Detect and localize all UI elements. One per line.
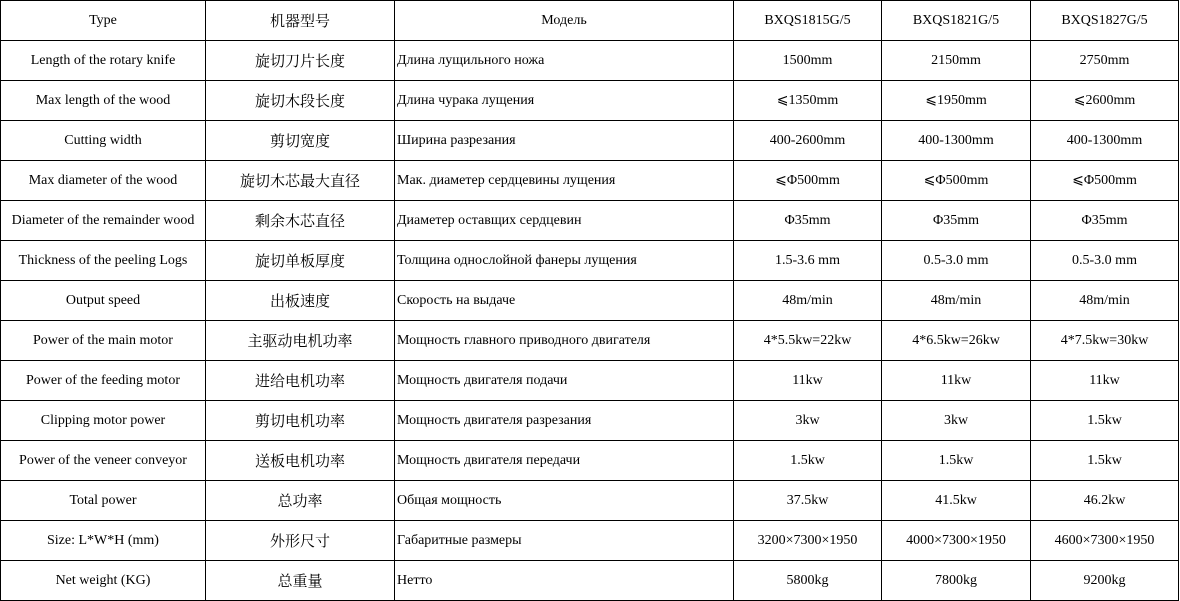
- table-row: [1, 161, 1179, 201]
- param-name-ru: Мощность главного приводного двигателя: [395, 321, 734, 361]
- value-model-3: 46.2kw: [1031, 481, 1179, 521]
- param-name-zh: 出板速度: [206, 281, 395, 321]
- table-row: [1, 321, 1179, 361]
- value-model-1: 5800kg: [734, 561, 882, 601]
- value-model-3: 2750mm: [1031, 41, 1179, 81]
- param-name-ru: Нетто: [395, 561, 734, 601]
- table-row: [1, 521, 1179, 561]
- spec-body: [1, 41, 1179, 601]
- value-model-1: 4*5.5kw=22kw: [734, 321, 882, 361]
- value-model-3: ⩽Φ500mm: [1031, 161, 1179, 201]
- param-name-zh: 旋切单板厚度: [206, 241, 395, 281]
- value-model-2: 1.5kw: [882, 441, 1031, 481]
- value-model-3: 0.5-3.0 mm: [1031, 241, 1179, 281]
- value-model-2: 48m/min: [882, 281, 1031, 321]
- param-name-zh: 剩余木芯直径: [206, 201, 395, 241]
- param-name-ru: Длина лущильного ножа: [395, 41, 734, 81]
- table-row: [1, 561, 1179, 601]
- table-row: [1, 361, 1179, 401]
- value-model-2: 0.5-3.0 mm: [882, 241, 1031, 281]
- value-model-1: 3200×7300×1950: [734, 521, 882, 561]
- param-name-en: Max diameter of the wood: [1, 161, 206, 201]
- value-model-1: Φ35mm: [734, 201, 882, 241]
- value-model-1: 37.5kw: [734, 481, 882, 521]
- value-model-2: 3kw: [882, 401, 1031, 441]
- header-model-3: BXQS1827G/5: [1031, 1, 1179, 41]
- value-model-2: 11kw: [882, 361, 1031, 401]
- param-name-en: Net weight (KG): [1, 561, 206, 601]
- value-model-3: 1.5kw: [1031, 441, 1179, 481]
- value-model-3: 9200kg: [1031, 561, 1179, 601]
- value-model-3: 11kw: [1031, 361, 1179, 401]
- value-model-2: 4*6.5kw=26kw: [882, 321, 1031, 361]
- param-name-en: Max length of the wood: [1, 81, 206, 121]
- param-name-zh: 主驱动电机功率: [206, 321, 395, 361]
- param-name-ru: Мощность двигателя подачи: [395, 361, 734, 401]
- table-row: [1, 481, 1179, 521]
- param-name-ru: Габаритные размеры: [395, 521, 734, 561]
- value-model-2: 4000×7300×1950: [882, 521, 1031, 561]
- value-model-2: 7800kg: [882, 561, 1031, 601]
- header-type-zh: 机器型号: [206, 1, 395, 41]
- value-model-3: Φ35mm: [1031, 201, 1179, 241]
- value-model-3: 4600×7300×1950: [1031, 521, 1179, 561]
- value-model-2: 41.5kw: [882, 481, 1031, 521]
- param-name-zh: 旋切木芯最大直径: [206, 161, 395, 201]
- param-name-ru: Диаметер оставщих сердцевин: [395, 201, 734, 241]
- param-name-ru: Скорость на выдаче: [395, 281, 734, 321]
- value-model-1: 400-2600mm: [734, 121, 882, 161]
- table-row: [1, 81, 1179, 121]
- value-model-3: 1.5kw: [1031, 401, 1179, 441]
- value-model-1: 1500mm: [734, 41, 882, 81]
- table-row: [1, 401, 1179, 441]
- table-row: [1, 201, 1179, 241]
- value-model-2: Φ35mm: [882, 201, 1031, 241]
- value-model-2: 400-1300mm: [882, 121, 1031, 161]
- param-name-ru: Мощность двигателя передачи: [395, 441, 734, 481]
- param-name-zh: 旋切刀片长度: [206, 41, 395, 81]
- value-model-1: ⩽1350mm: [734, 81, 882, 121]
- header-type-en: Type: [1, 1, 206, 41]
- param-name-en: Clipping motor power: [1, 401, 206, 441]
- table-row: [1, 281, 1179, 321]
- value-model-3: 4*7.5kw=30kw: [1031, 321, 1179, 361]
- param-name-zh: 总重量: [206, 561, 395, 601]
- param-name-en: Diameter of the remainder wood: [1, 201, 206, 241]
- value-model-1: 3kw: [734, 401, 882, 441]
- value-model-1: 1.5kw: [734, 441, 882, 481]
- param-name-en: Power of the main motor: [1, 321, 206, 361]
- param-name-en: Power of the veneer conveyor: [1, 441, 206, 481]
- header-type-ru: Модель: [395, 1, 734, 41]
- param-name-zh: 旋切木段长度: [206, 81, 395, 121]
- value-model-1: 11kw: [734, 361, 882, 401]
- value-model-1: 48m/min: [734, 281, 882, 321]
- param-name-ru: Длина чурака лущения: [395, 81, 734, 121]
- value-model-3: 400-1300mm: [1031, 121, 1179, 161]
- table-row: [1, 241, 1179, 281]
- value-model-3: 48m/min: [1031, 281, 1179, 321]
- param-name-ru: Толщина однослойной фанеры лущения: [395, 241, 734, 281]
- param-name-zh: 总功率: [206, 481, 395, 521]
- param-name-zh: 剪切宽度: [206, 121, 395, 161]
- header-model-2: BXQS1821G/5: [882, 1, 1031, 41]
- param-name-zh: 送板电机功率: [206, 441, 395, 481]
- table-row: [1, 441, 1179, 481]
- value-model-2: 2150mm: [882, 41, 1031, 81]
- param-name-en: Cutting width: [1, 121, 206, 161]
- table-row: [1, 121, 1179, 161]
- param-name-ru: Ширина разрезания: [395, 121, 734, 161]
- header-row: [1, 1, 1179, 41]
- param-name-ru: Мощность двигателя разрезания: [395, 401, 734, 441]
- value-model-1: ⩽Φ500mm: [734, 161, 882, 201]
- param-name-en: Output speed: [1, 281, 206, 321]
- param-name-en: Power of the feeding motor: [1, 361, 206, 401]
- param-name-zh: 外形尺寸: [206, 521, 395, 561]
- param-name-en: Total power: [1, 481, 206, 521]
- value-model-2: ⩽Φ500mm: [882, 161, 1031, 201]
- param-name-ru: Мак. диаметер сердцевины лущения: [395, 161, 734, 201]
- table-row: [1, 41, 1179, 81]
- param-name-ru: Общая мощность: [395, 481, 734, 521]
- value-model-2: ⩽1950mm: [882, 81, 1031, 121]
- value-model-1: 1.5-3.6 mm: [734, 241, 882, 281]
- value-model-3: ⩽2600mm: [1031, 81, 1179, 121]
- header-model-1: BXQS1815G/5: [734, 1, 882, 41]
- param-name-en: Size: L*W*H (mm): [1, 521, 206, 561]
- param-name-en: Thickness of the peeling Logs: [1, 241, 206, 281]
- param-name-zh: 剪切电机功率: [206, 401, 395, 441]
- param-name-zh: 进给电机功率: [206, 361, 395, 401]
- param-name-en: Length of the rotary knife: [1, 41, 206, 81]
